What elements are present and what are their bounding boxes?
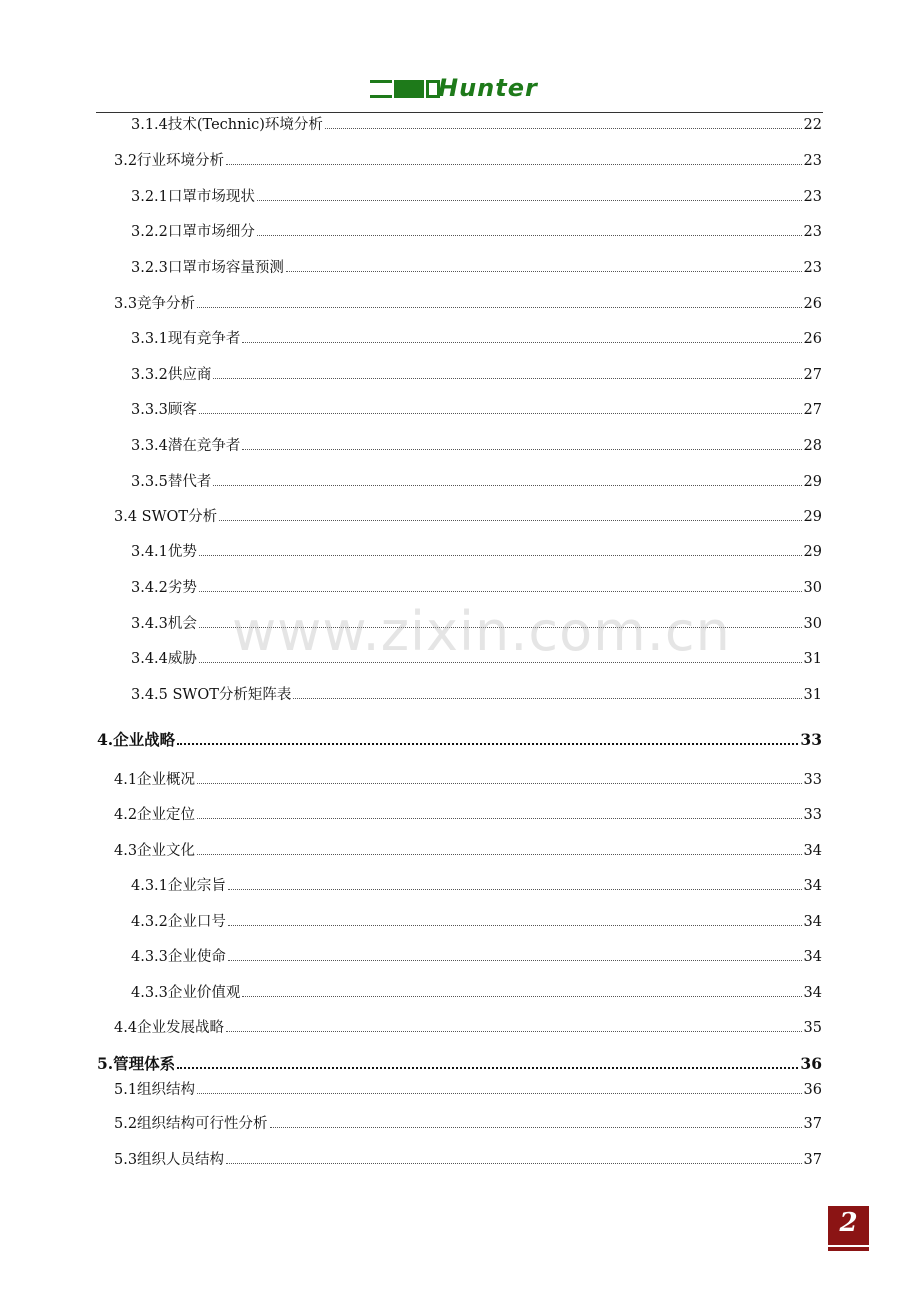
toc-leader-dots	[226, 1031, 801, 1032]
toc-entry-page: 34	[803, 985, 822, 1001]
toc-entry[interactable]	[131, 116, 822, 136]
toc-entry[interactable]	[131, 984, 822, 1004]
toc-entry[interactable]	[131, 686, 822, 706]
toc-entry-page: 23	[803, 224, 822, 240]
toc-entry-label: 4.4企业发展战略	[114, 1020, 225, 1036]
toc-entry[interactable]	[131, 473, 822, 493]
logo-text: Hunter	[438, 74, 538, 102]
toc-entry[interactable]	[114, 1115, 822, 1135]
toc-leader-dots	[228, 925, 802, 926]
toc-entry[interactable]	[131, 330, 822, 350]
toc-leader-dots	[270, 1127, 802, 1128]
toc-entry-label: 3.1.4技术(Technic)环境分析	[131, 117, 323, 133]
toc-entry-page: 34	[803, 878, 822, 894]
toc-entry[interactable]	[114, 152, 822, 172]
toc-leader-dots	[197, 307, 801, 308]
toc-entry[interactable]	[114, 1019, 822, 1039]
toc-leader-dots	[293, 698, 801, 699]
page-number: 2	[839, 1208, 858, 1238]
toc-entry[interactable]	[131, 366, 822, 386]
toc-entry-page: 23	[803, 260, 822, 276]
toc-entry-page: 29	[803, 474, 822, 490]
toc-entry-label: 4.3.2企业口号	[131, 914, 226, 930]
toc-entry-page: 36	[800, 1054, 822, 1073]
toc-entry-page: 29	[803, 544, 822, 560]
toc-entry-page: 23	[803, 153, 822, 169]
toc-entry-page: 23	[803, 189, 822, 205]
toc-entry-label: 3.4.4威胁	[131, 651, 197, 667]
toc-entry-page: 26	[803, 331, 822, 347]
toc-leader-dots	[199, 662, 802, 663]
toc-entry-page: 34	[803, 843, 822, 859]
toc-leader-dots	[242, 342, 801, 343]
toc-entry-label: 3.4.3机会	[131, 616, 197, 632]
toc-entry-label: 3.2行业环境分析	[114, 153, 225, 169]
toc-leader-dots	[242, 996, 801, 997]
badge-underline	[828, 1245, 869, 1247]
toc-entry-label: 3.4.1优势	[131, 544, 197, 560]
toc-leader-dots	[199, 591, 802, 592]
toc-entry[interactable]	[97, 731, 822, 751]
logo-bar-icon	[370, 80, 392, 98]
toc-entry[interactable]	[131, 401, 822, 421]
toc-entry-label: 5.2组织结构可行性分析	[114, 1116, 268, 1132]
toc-entry-label: 3.2.3口罩市场容量预测	[131, 260, 284, 276]
toc-leader-dots	[177, 743, 798, 745]
toc-entry[interactable]	[131, 579, 822, 599]
header-rule	[96, 112, 823, 113]
toc-entry-page: 34	[803, 949, 822, 965]
toc-entry-label: 4.3.3企业价值观	[131, 985, 241, 1001]
toc-entry-page: 36	[803, 1082, 822, 1098]
toc-entry-label: 3.3.4潜在竞争者	[131, 438, 241, 454]
toc-entry[interactable]	[131, 650, 822, 670]
toc-entry[interactable]	[114, 806, 822, 826]
toc-entry-label: 3.2.1口罩市场现状	[131, 189, 255, 205]
toc-leader-dots	[199, 627, 802, 628]
toc-entry[interactable]	[131, 188, 822, 208]
toc-entry-label: 5.3组织人员结构	[114, 1152, 225, 1168]
toc-entry[interactable]	[131, 259, 822, 279]
toc-entry-page: 26	[803, 296, 822, 312]
toc-entry-label: 3.4 SWOT分析	[114, 509, 218, 525]
toc-entry-label: 3.4.2劣势	[131, 580, 197, 596]
toc-entry-label: 4.3.1企业宗旨	[131, 878, 226, 894]
toc-leader-dots	[257, 200, 802, 201]
toc-leader-dots	[228, 889, 802, 890]
toc-entry-page: 31	[803, 687, 822, 703]
toc-leader-dots	[242, 449, 801, 450]
toc-entry-page: 33	[803, 772, 822, 788]
toc-entry-label: 4.3企业文化	[114, 843, 196, 859]
toc-leader-dots	[199, 555, 802, 556]
toc-entry-page: 28	[803, 438, 822, 454]
toc-leader-dots	[213, 485, 801, 486]
toc-entry[interactable]	[131, 437, 822, 457]
toc-entry[interactable]	[131, 877, 822, 897]
hunter-logo	[370, 76, 540, 104]
toc-entry-page: 30	[803, 616, 822, 632]
toc-entry-page: 35	[803, 1020, 822, 1036]
toc-entry-label: 5.管理体系	[97, 1054, 176, 1073]
toc-leader-dots	[213, 378, 801, 379]
toc-entry[interactable]	[114, 842, 822, 862]
toc-entry[interactable]	[131, 223, 822, 243]
toc-entry-page: 33	[803, 807, 822, 823]
toc-leader-dots	[257, 235, 802, 236]
toc-entry-label: 4.企业战略	[97, 730, 176, 749]
toc-entry-page: 37	[803, 1116, 822, 1132]
toc-entry[interactable]	[131, 543, 822, 563]
toc-leader-dots	[226, 1163, 801, 1164]
toc-leader-dots	[226, 164, 801, 165]
toc-entry-label: 3.3竞争分析	[114, 296, 196, 312]
toc-entry-page: 30	[803, 580, 822, 596]
logo-block-icon	[394, 80, 424, 98]
toc-entry[interactable]	[114, 771, 822, 791]
toc-leader-dots	[219, 520, 801, 521]
toc-entry-label: 3.3.2供应商	[131, 367, 212, 383]
toc-entry-label: 4.1企业概况	[114, 772, 196, 788]
toc-leader-dots	[177, 1067, 798, 1069]
toc-entry-page: 22	[803, 117, 822, 133]
toc-entry[interactable]	[131, 615, 822, 635]
toc-leader-dots	[325, 128, 802, 129]
toc-leader-dots	[228, 960, 802, 961]
toc-entry[interactable]	[114, 1081, 822, 1101]
toc-entry-label: 4.3.3企业使命	[131, 949, 226, 965]
toc-leader-dots	[197, 854, 801, 855]
toc-entry[interactable]	[97, 1055, 822, 1075]
toc-entry[interactable]	[114, 1151, 822, 1171]
toc-entry-label: 3.3.5替代者	[131, 474, 212, 490]
toc-entry-page: 31	[803, 651, 822, 667]
toc-entry-label: 3.3.1现有竞争者	[131, 331, 241, 347]
toc-entry[interactable]	[131, 948, 822, 968]
page-number-badge	[828, 1206, 869, 1251]
toc-entry-page: 33	[800, 730, 822, 749]
toc-leader-dots	[199, 413, 802, 414]
page-header	[0, 0, 920, 114]
toc-entry-page: 27	[803, 367, 822, 383]
toc-leader-dots	[286, 271, 802, 272]
toc-entry-page: 27	[803, 402, 822, 418]
watermark: www.zixin.com.cn	[232, 600, 731, 663]
toc-leader-dots	[197, 783, 801, 784]
toc-entry[interactable]	[131, 913, 822, 933]
toc-entry-page: 34	[803, 914, 822, 930]
toc-leader-dots	[197, 1093, 801, 1094]
toc-leader-dots	[197, 818, 801, 819]
toc-entry-page: 29	[803, 509, 822, 525]
toc-entry-label: 3.4.5 SWOT分析矩阵表	[131, 687, 292, 703]
toc-entry[interactable]	[114, 508, 822, 528]
toc-entry-label: 3.3.3顾客	[131, 402, 197, 418]
toc-entry[interactable]	[114, 295, 822, 315]
toc-entry-page: 37	[803, 1152, 822, 1168]
toc-entry-label: 3.2.2口罩市场细分	[131, 224, 255, 240]
toc-entry-label: 5.1组织结构	[114, 1082, 196, 1098]
toc-entry-label: 4.2企业定位	[114, 807, 196, 823]
